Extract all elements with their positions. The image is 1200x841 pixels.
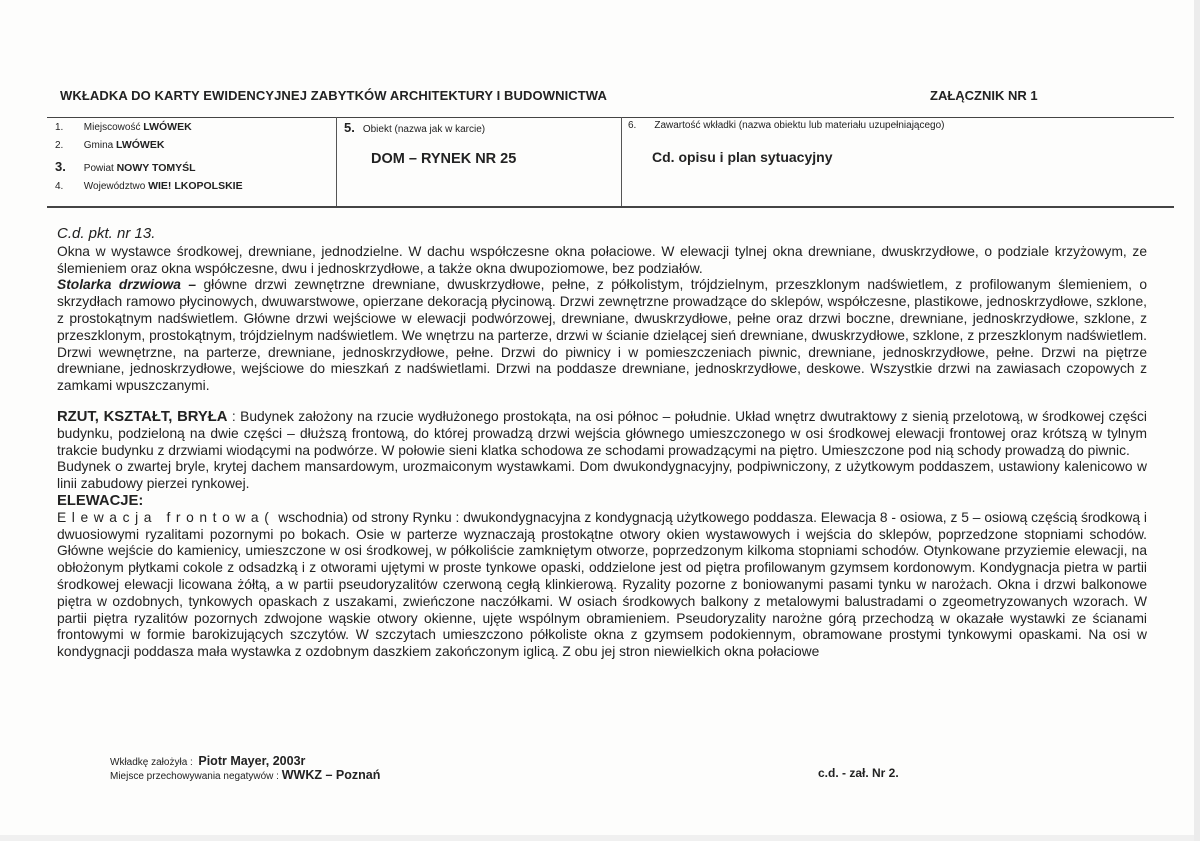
contents-name: Cd. opisu i plan sytuacyjny bbox=[652, 149, 833, 165]
elevations-heading: ELEWACJE: bbox=[57, 492, 144, 509]
location-town: 1. Miejscowość LWÓWEK bbox=[55, 121, 192, 133]
header-box bbox=[47, 117, 1174, 208]
description-body bbox=[57, 226, 1147, 661]
doors-heading: Stolarka drzwiowa – bbox=[57, 277, 197, 293]
author-line: Wkładkę założyła : Piotr Mayer, 2003r bbox=[110, 754, 306, 768]
author-name: Piotr Mayer, 2003r bbox=[198, 754, 306, 768]
document-title: WKŁADKA DO KARTY EWIDENCYJNEJ ZABYTKÓW ARCHITEKTURY I BUDOWNICTWA bbox=[60, 88, 607, 103]
object-label: 5. Obiekt (nazwa jak w karcie) bbox=[344, 120, 486, 135]
storage-line: Miejsce przechowywania negatywów : WWKZ – Poznań bbox=[110, 768, 381, 782]
contents-label: 6. Zawartość wkładki (nazwa obiektu lub materiału uzupełniającego) bbox=[628, 120, 945, 131]
location-county: 3. Powiat NOWY TOMYŚL bbox=[55, 159, 196, 174]
doors-paragraph: Stolarka drzwiowa – główne drzwi zewnętrzne drewniane, dwuskrzydłowe, pełne, z półkolistym, trójdzielnym, przeszklonym nadświetlem, z profilowanym ślemieniem, o skrzydłach ramowo płycinowych, dwuwarstwowe, opierzane dekoracją płycinową. Drzwi zewnętrzne prowadzące do sklepów, współczesne, plastikowe, jednoskrzydłowe, szklone, z prostokątnym nadświetlem. Główne drzwi wejściowe w elewacji podwórzowej, drewniane, dwuskrzydłowe, pełne oraz drzwi boczne, drewniane, jednoskrzydłowe, szklone, z przeszklonym, prostokątnym, trójdzielnym nadświetlem. We wnętrzu na parterze, drzwi w ścianie dzielącej sień drewniane, dwuskrzydłowe, szklone, z przeszklonym nadświetlem. Drzwi wewnętrzne, na parterze, drewniane, jednoskrzydłowe, pełne. Drzwi do piwnicy i w pomieszczeniach piwnic, drewniane, jednoskrzydłowe, pełne. Drzwi na piętrze drewniane, jednoskrzydłowe, wejściowe do mieszkań z nadświetlami. Drzwi na poddasze drewniane, jednoskrzydłowe, deskowe. Wszystkie drzwi na zawiasach czopowych z zamkami wpuszczanymi. bbox=[57, 277, 1147, 394]
continuation-reference: c.d. - zał. Nr 2. bbox=[818, 766, 899, 780]
column-divider bbox=[336, 117, 337, 206]
plan-paragraph: RZUT, KSZTAŁT, BRYŁA : Budynek założony na rzucie wydłużonego prostokąta, na osi północ – południe. Układ wnętrz dwutraktowy z sienią przelotową, w środkowej części budynku, podzieloną na dwie części – dłuższą frontową, do której prowadzą drzwi wejścia głównego umieszczonego w osi środkowej elewacji frontowej oraz krótszą w tylnym trakcie budynku z drzwiami wiodącymi na podwórze. W połowie sieni klatka schodowa ze schodami prowadzącymi na piętro. Umieszczone pod nią schody prowadzą do piwnic. bbox=[57, 408, 1148, 458]
elevations-paragraph: Elewacja frontowa( wschodnia) od strony Rynku : dwukondygnacyjna z kondygnacją użytkowego poddasza. Elewacja 8 - osiowa, z 5 – osiową częścią środkową i dwuosiowymi ryzalitami pozornymi po bokach. Osie w parterze wyznaczają prostokątne otwory okien wystawowych i wejścia do sklepów, poprzedzone stopniami schodów. Główne wejście do kamienicy, umieszczone w osi środkowej, w półkoliście zamkniętym otworze, poprzedzonym kilkoma stopniami schodów. Otynkowane przyziemie elewacji, na obłożonym płytkami cokole z odsadzką i z otworami ujętymi w proste tynkowe opaski, oddzielone jest od piętra profilowanym gzymsem kordonowym. Kondygnacja pietra w partii środkowej elewacji licowana żółtą, a w partii pseudoryzalitów czerwoną cegłą klinkierową. Ryzality pozorne z boniowanymi pasami tynku w narożach. Okna i drzwi balkonowe piętra w ozdobnych, tynkowych opaskach z uszakami, zwieńczone naczółkami. W osiach środkowych balkony z metalowymi balustradami o zgeometryzowanych wzorach. W partii piętra ryzalitów pozornych zdwojone wąskie otwory okienne, ujęte wspólnym obramieniem. Pseudoryzality narożne górą przechodzą w okazałe wystawki ze ścianami frontowymi w formie barokizujących szczytów. W szczytach umieszczono półkoliste okna z gzymsem podokiennym, obramowane prostymi tynkowymi opaskami. Na osi w kondygnacji poddasza mała wystawka z ozdobnym daszkiem zakończonym iglicą. Z obu jej stron niewielkich okna połaciowe bbox=[57, 509, 1147, 660]
location-commune: 2. Gmina LWÓWEK bbox=[55, 139, 165, 151]
location-voivodeship: 4. Województwo WIE! LKOPOLSKIE bbox=[55, 180, 243, 192]
storage-place: WWKZ – Poznań bbox=[281, 768, 381, 782]
column-divider bbox=[621, 117, 622, 206]
object-name: DOM – RYNEK NR 25 bbox=[371, 151, 517, 167]
windows-paragraph: Okna w wystawce środkowej, drewniane, jednodzielne. W dachu współczesne okna połaciowe. W elewacji tylnej okna drewniane, dwuskrzydłowe, o podziale krzyżowym, ze ślemieniem oraz okna współczesne, dwu i jednoskrzydłowe, a także okna dwupoziomowe, bez podziałów. bbox=[57, 243, 1147, 276]
attachment-number: ZAŁĄCZNIK NR 1 bbox=[930, 88, 1038, 103]
continuation-heading: C.d. pkt. nr 13. bbox=[57, 225, 156, 242]
plan-paragraph-2: Budynek o zwartej bryle, krytej dachem mansardowym, urozmaiconym wystawkami. Dom dwukondygnacyjny, podpiwniczony, z użytkowym poddaszem, ustawiony kalenicowo w linii zabudowy pierzei rynkowej. bbox=[57, 459, 1147, 492]
front-elevation-label: Elewacja frontowa( bbox=[57, 509, 275, 525]
plan-heading: RZUT, KSZTAŁT, BRYŁA bbox=[57, 408, 228, 425]
